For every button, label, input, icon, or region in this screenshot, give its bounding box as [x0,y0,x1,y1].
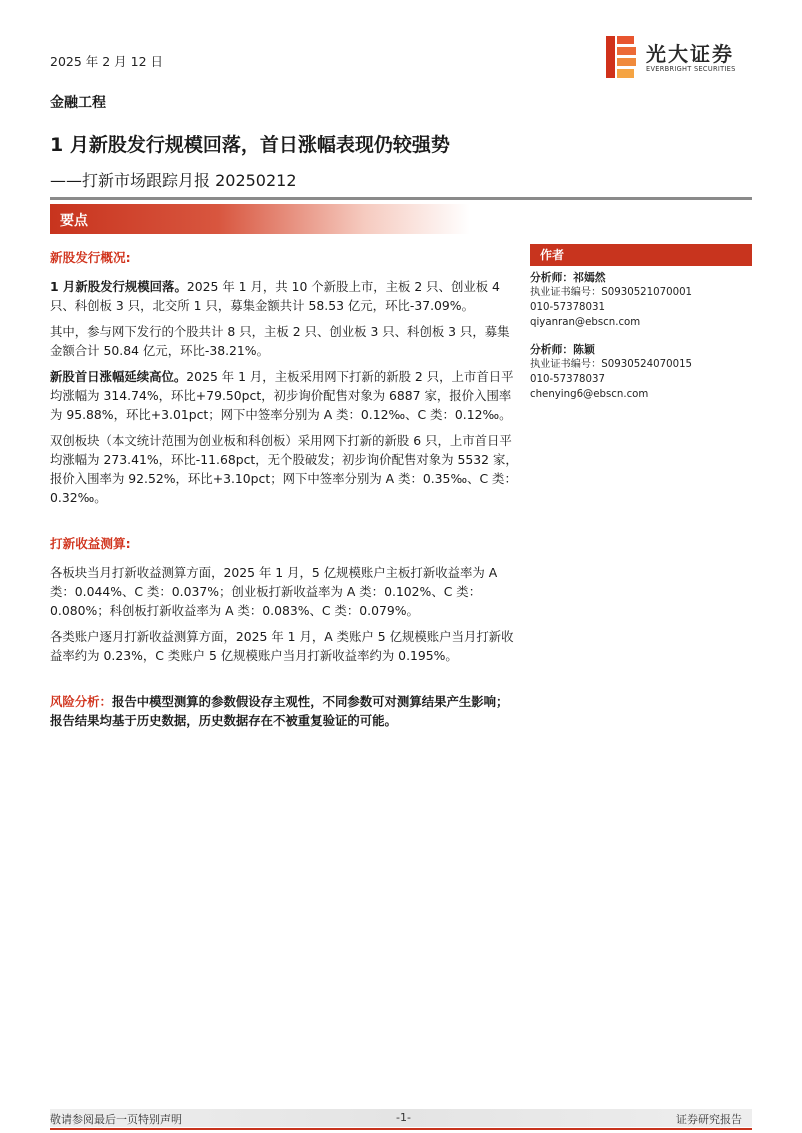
analyst-email[interactable]: qiyanran@ebscn.com [530,317,641,328]
keypoints-label: 要点 [60,213,88,229]
report-date: 2025 年 2 月 12 日 [50,54,164,69]
logo-name-en: EVERBRIGHT SECURITIES [646,65,736,73]
analyst-card [530,270,752,330]
analyst-cert: 执业证书编号：S0930521070001 [530,287,693,298]
overview-heading: 新股发行概况: [50,250,131,265]
analyst-phone: 010-57378037 [530,374,605,385]
section-label: 金融工程 [50,95,106,111]
paragraph-first-day [50,367,518,424]
everbright-logo [606,36,756,80]
analyst-card [530,342,752,402]
paragraph-dual-board: 双创板块（本文统计范围为创业板和科创板）采用网下打新的新股 6 只，上市首日平均涨幅为 273.41%，环比-11.68pct，无个股破发；初步询价配售对象为 5532 家，报价入围率为 92.52%，环比+3.10pct；网下中签率分别为 A 类：0.35‰、C 类：0.32‰。 [50,433,518,505]
first-day-lead: 新股首日涨幅延续高位。 [50,369,187,384]
footer-disclaimer: 敬请参阅最后一页特别声明 [50,1113,182,1126]
issuance-text: 2025 年 1 月，共 10 个新股上市，主板 2 只、创业板 4 只、科创板 3 只，北交所 1 只，募集金额共计 58.53 亿元，环比-37.09%。 [50,279,500,313]
risk-text: 报告中模型测算的参数假设存主观性，不同参数可对测算结果产生影响；报告结果均基于历史数据，历史数据存在不被重复验证的可能。 [50,694,509,728]
footer-divider [50,1128,752,1130]
paragraph-account-returns: 各类账户逐月打新收益测算方面，2025 年 1 月，A 类账户 5 亿规模账户当月打新收益率约为 0.23%，C 类账户 5 亿规模账户当月打新收益率约为 0.195%。 [50,629,514,663]
analyst-name: 分析师：祁嫣然 [530,271,606,284]
analyst-name: 分析师：陈颖 [530,343,595,356]
footer-report-type: 证券研究报告 [676,1113,742,1126]
paragraph-offline: 其中，参与网下发行的个股共计 8 只，主板 2 只、创业板 3 只、科创板 3 只，募集金额合计 50.84 亿元，环比-38.21%。 [50,324,510,358]
first-day-text: 2025 年 1 月，主板采用网下打新的新股 2 只，上市首日平均涨幅为 314.74%，环比+79.50pct，初步询价配售对象为 6887 家，报价入围率为 95.88%，环比+3.01pct；网下中签率分别为 A 类：0.12‰、C 类：0.12‰。 [50,369,514,422]
analyst-email[interactable]: chenying6@ebscn.com [530,389,649,400]
author-heading: 作者 [530,244,752,266]
logo-name-cn: 光大证券 [646,42,734,66]
returns-heading: 打新收益测算: [50,536,131,551]
issuance-lead: 1 月新股发行规模回落。 [50,279,187,294]
analyst-phone: 010-57378031 [530,302,605,313]
everbright-logo-icon [606,36,636,78]
report-title: 1 月新股发行规模回落，首日涨幅表现仍较强势 [50,134,450,156]
paragraph-board-returns: 各板块当月打新收益测算方面，2025 年 1 月，5 亿规模账户主板打新收益率为 A 类：0.044%、C 类：0.037%；创业板打新收益率为 A 类：0.102%、C 类：0.080%；科创板打新收益率为 A 类：0.083%、C 类：0.079%。 [50,565,498,618]
author-sidebar [530,244,752,414]
keypoints-banner [50,204,470,234]
risk-label: 风险分析： [50,694,112,709]
analyst-cert: 执业证书编号：S0930524070015 [530,359,693,370]
header-divider [50,197,752,200]
page-number: -1- [396,1111,411,1124]
report-subtitle: ——打新市场跟踪月报 20250212 [50,171,297,190]
main-content [50,248,518,730]
risk-analysis [50,692,518,730]
paragraph-issuance [50,277,518,315]
